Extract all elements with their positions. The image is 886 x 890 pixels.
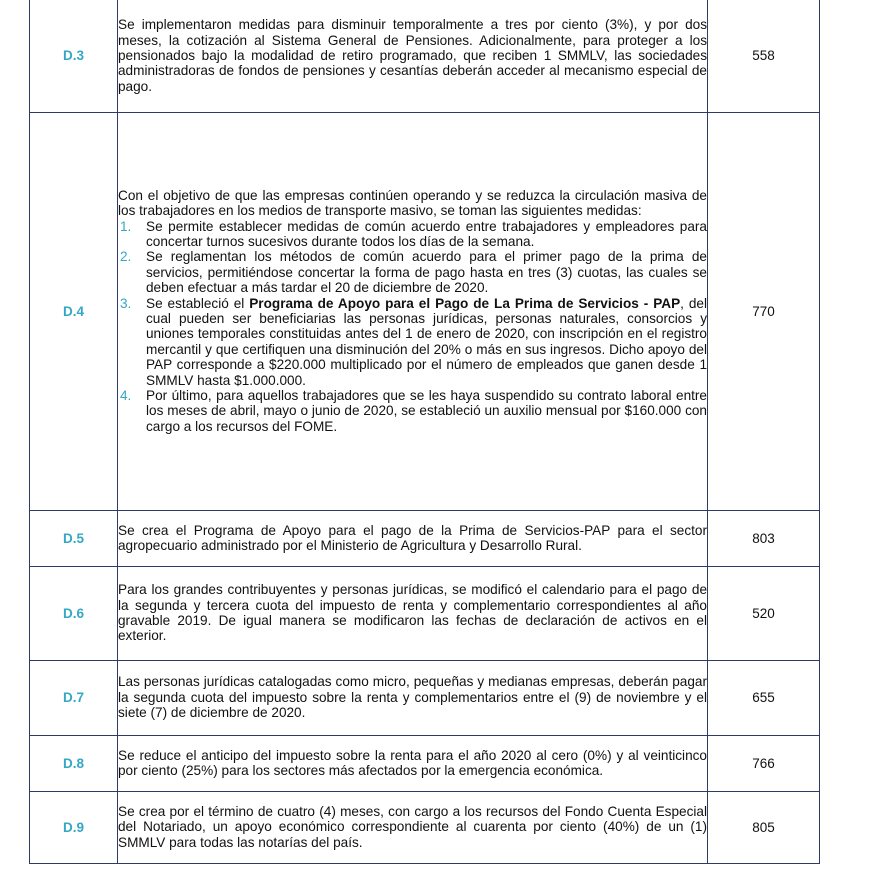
decree-code: D.9: [30, 791, 118, 863]
decree-number: 655: [708, 660, 820, 735]
table-row: [30, 735, 820, 791]
list-item-text-pre: Se estableció el: [146, 295, 250, 311]
list-number: 1.: [120, 218, 132, 234]
list-item: [118, 249, 707, 295]
list-number: 3.: [120, 295, 132, 311]
decree-number: 803: [708, 510, 820, 566]
list-item: [118, 219, 707, 250]
decree-number: 520: [708, 566, 820, 660]
decree-description: Para los grandes contribuyentes y personas jurídicas, se modificó el calendario para el pago de la segunda y tercera cuota del impuesto de renta y complementario correspondientes al año gravable 2019. De igual manera se modificaron las fechas de declaración de activos en el exterior.: [118, 566, 708, 660]
table-row: [30, 112, 820, 510]
program-name: Programa de Apoyo para el Pago de La Prima de Servicios - PAP: [249, 295, 681, 311]
decree-code: D.5: [30, 510, 118, 566]
list-item-text: Se permite establecer medidas de común acuerdo entre trabajadores y empleadores para concertar turnos sucesivos durante todos los días de la semana.: [146, 218, 707, 249]
decree-code: D.6: [30, 566, 118, 660]
list-item: [118, 296, 707, 388]
decree-number: 558: [708, 0, 820, 112]
decree-description: Se crea el Programa de Apoyo para el pago de la Prima de Servicios-PAP para el sector agropecuario administrado por el Ministerio de Agricultura y Desarrollo Rural.: [118, 510, 708, 566]
measures-list: [118, 219, 707, 435]
decree-code: D.4: [30, 112, 118, 510]
decree-code: D.7: [30, 660, 118, 735]
list-item-text: Se reglamentan los métodos de común acuerdo para el primer pago de la prima de servicios, permitiéndose concertar la forma de pago hasta en tres (3) cuotas, las cuales se deben efectuar a más tardar el 20 de diciembre de 2020.: [146, 249, 707, 296]
table-row: [30, 510, 820, 566]
decrees-table: [29, 0, 820, 864]
table-row: [30, 791, 820, 863]
decree-number: 770: [708, 112, 820, 510]
list-item-text-post: , del cual pueden ser beneficiarias las personas jurídicas, personas naturales, consorcios y uniones temporales constituidas antes del 1 de enero de 2020, con inscripción en el registro mercantil y que certifiquen una disminución del 20% o más en sus ingresos. Dicho apoyo del PAP corresponde a $220.000 multiplicado por el número de empleados que ganen desde 1 SMMLV hasta $1.000.000.: [146, 295, 708, 388]
decree-description: Las personas jurídicas catalogadas como micro, pequeñas y medianas empresas, deberán pagar la segunda cuota del impuesto sobre la renta y complementarios entre el (9) de noviembre y el siete (7) de diciembre de 2020.: [118, 660, 708, 735]
decree-number: 805: [708, 791, 820, 863]
list-number: 2.: [120, 249, 132, 265]
decree-number: 766: [708, 735, 820, 791]
list-item-text: Por último, para aquellos trabajadores que se les haya suspendido su contrato laboral entre los meses de abril, mayo o junio de 2020, se estableció un auxilio mensual por $160.000 con cargo a los recursos del FOME.: [146, 388, 707, 434]
list-number: 4.: [120, 388, 132, 404]
decree-description: Se crea por el término de cuatro (4) meses, con cargo a los recursos del Fondo Cuenta Especial del Notariado, un apoyo económico correspondiente al cuarenta por ciento (40%) de un (1) SMMLV para todas las notarías del país.: [118, 791, 708, 863]
list-item: [118, 388, 707, 434]
decree-code: D.8: [30, 735, 118, 791]
table-row: [30, 660, 820, 735]
decree-code: D.3: [30, 0, 118, 112]
decree-description: Se reduce el anticipo del impuesto sobre la renta para el año 2020 al cero (0%) y al veinticinco por ciento (25%) para los sectores más afectados por la emergencia económica.: [118, 735, 708, 791]
decree-description: Se implementaron medidas para disminuir temporalmente a tres por ciento (3%), y por dos meses, la cotización al Sistema General de Pensiones. Adicionalmente, para proteger a los pensionados bajo la modalidad de retiro programado, que reciben 1 SMMLV, las sociedades administradoras de fondos de pensiones y cesantías deberán acceder al mecanismo especial de pago.: [118, 0, 708, 112]
decree-description: [118, 112, 708, 510]
table-row: [30, 0, 820, 112]
decree-intro: Con el objetivo de que las empresas continúen operando y se reduzca la circulación masiva de los trabajadores en los medios de transporte masivo, se toman las siguientes medidas:: [118, 187, 707, 219]
table-row: [30, 566, 820, 660]
